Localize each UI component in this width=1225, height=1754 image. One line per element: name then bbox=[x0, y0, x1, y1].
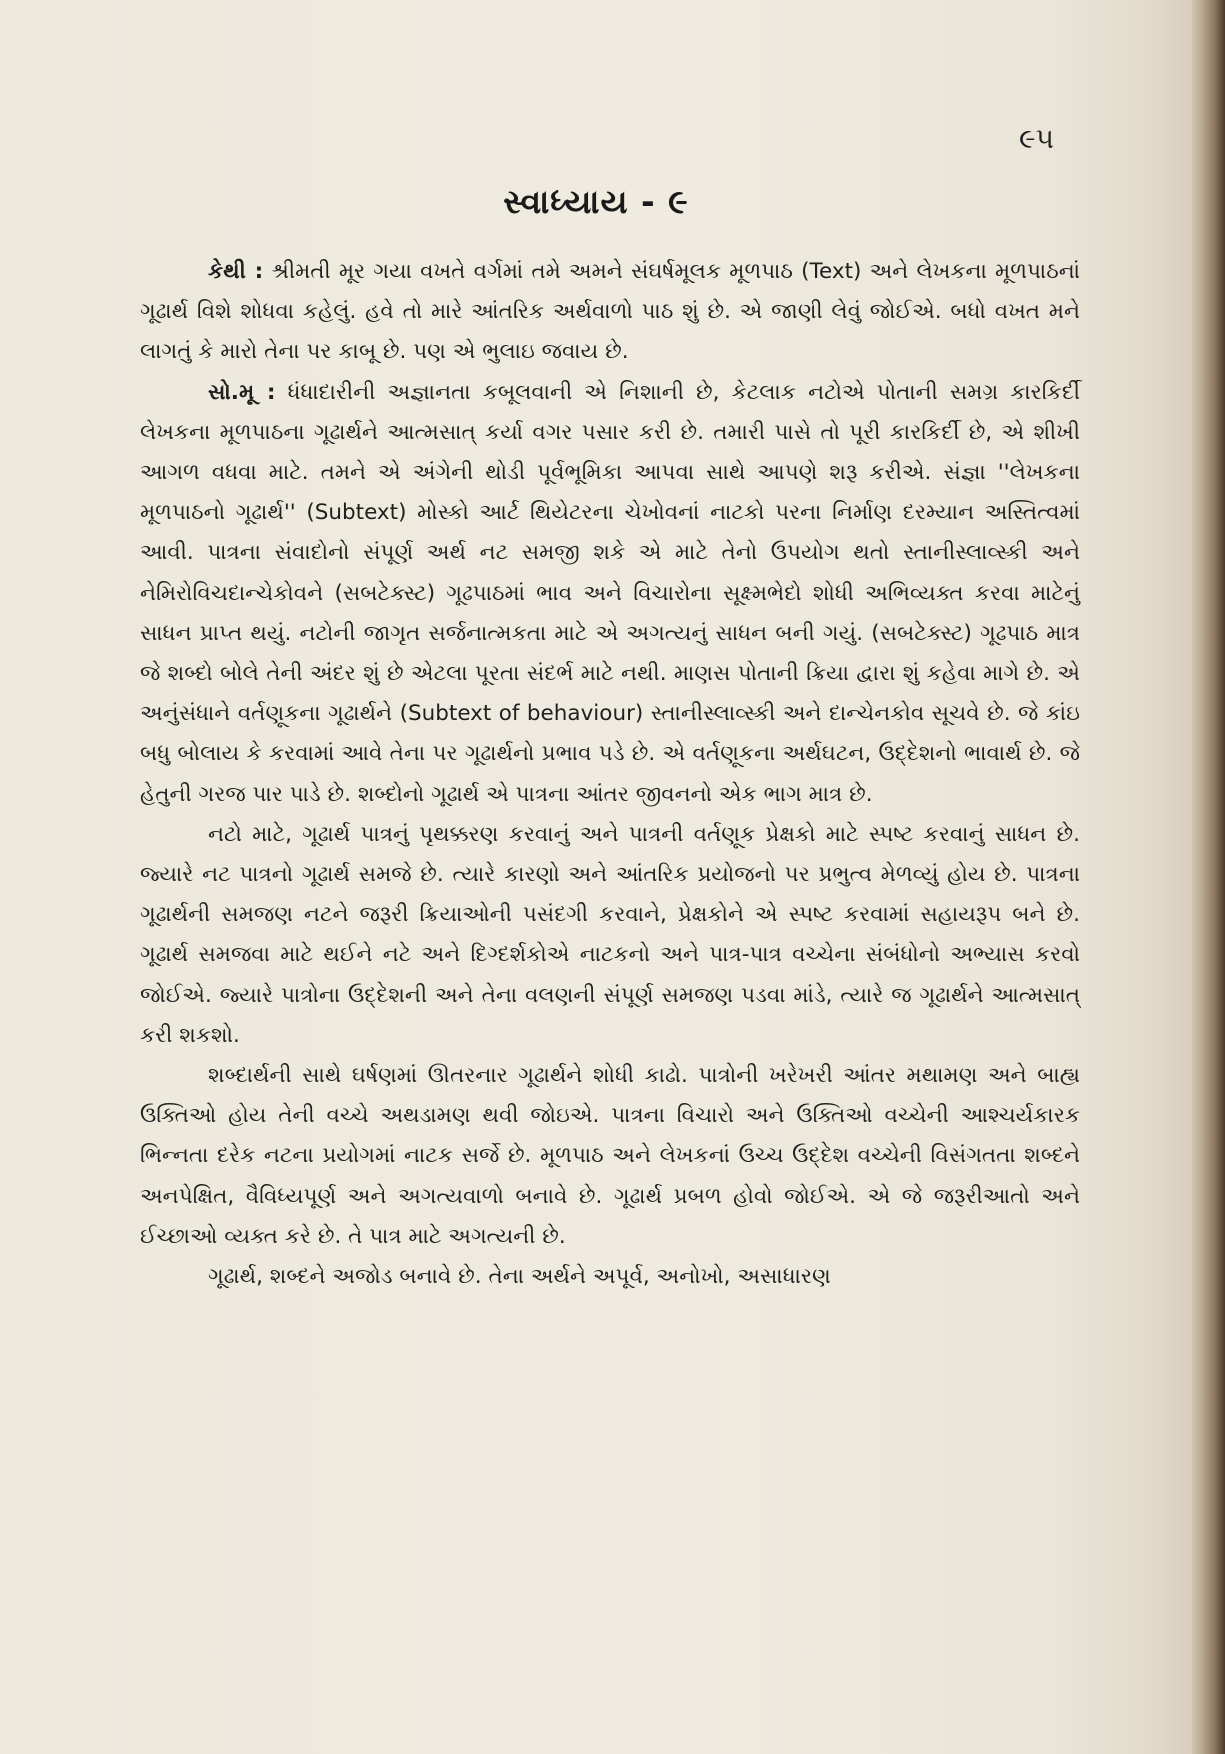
paragraph bbox=[140, 1257, 1080, 1297]
speaker-label: સો.મૂ : bbox=[208, 379, 276, 405]
paragraph-kathy bbox=[140, 252, 1080, 373]
paragraph-text: ધંધાદારીની અજ્ઞાનતા કબૂલવાની એ નિશાની છે, કેટલાક નટોએ પોતાની સમગ્ર કારકિર્દી લેખકના મૂળપાઠના ગૂઢાર્થને આત્મસાત્ કર્યા વગર પસાર કરી છે. તમારી પાસે તો પૂરી કારકિર્દી છે, એ શીખી આગળ વધવા માટે. તમને એ અંગેની થોડી પૂર્વભૂમિકા આપવા સાથે આપણે શરૂ કરીએ. સંજ્ઞા ''લેખકના મૂળપાઠનો ગૂઢાર્થ'' (Subtext) મોસ્કો આર્ટ થિયેટરના ચેખોવનાં નાટકો પરના નિર્માણ દરમ્યાન અસ્તિત્વમાં આવી. પાત્રના સંવાદોનો સંપૂર્ણ અર્થ નટ સમજી શકે એ માટે તેનો ઉપયોગ થતો સ્તાનીસ્લાવ્સ્કી અને નેમિરોવિચદાન્ચેકોવને (સબટેક્સ્ટ) ગૂઢપાઠમાં ભાવ અને વિચારોના સૂક્ષ્મભેદો શોધી અભિવ્યક્ત કરવા માટેનું સાધન પ્રાપ્ત થયું. નટોની જાગૃત સર્જનાત્મકતા માટે એ અગત્યનું સાધન બની ગયું. (સબટેક્સ્ટ) ગૂઢપાઠ માત્ર જે શબ્દો બોલે તેની અંદર શું છે એટલા પૂરતા સંદર્ભ માટે નથી. માણસ પોતાની ક્રિયા દ્વારા શું કહેવા માગે છે. એ અનુંસંધાને વર્તણૂકના ગૂઢાર્થને (Subtext of behaviour) સ્તાનીસ્લાવ્સ્કી અને દાન્ચેનકોવ સૂચવે છે. જે કાંઇ બધુ બોલાય કે કરવામાં આવે તેના પર ગૂઢાર્થનો પ્રભાવ પડે છે. એ વર્તણૂકના અર્થઘટન, ઉદ્દેશનો ભાવાર્થ છે. જે હેતુની ગરજ પાર પાડે છે. શબ્દોનો ગૂઢાર્થ એ પાત્રના આંતર જીવનનો એક ભાગ માત્ર છે. bbox=[140, 379, 1080, 807]
paragraph-sonia-moore bbox=[140, 373, 1080, 815]
book-page-edge bbox=[1192, 0, 1225, 1754]
paragraph-text: શ્રીમતી મૂર ગયા વખતે વર્ગમાં તમે અમને સંઘર્ષમૂલક મૂળપાઠ (Text) અને લેખકના મૂળપાઠનાં ગૂઢાર્થ વિશે શોધવા કહેલું. હવે તો મારે આંતરિક અર્થવાળો પાઠ શું છે. એ જાણી લેવું જોઈએ. બધો વખત મને લાગતું કે મારો તેના પર કાબૂ છે. પણ એ ભુલાઇ જવાય છે. bbox=[140, 259, 1080, 365]
page-title: સ્વાધ્યાય - ૯ bbox=[503, 182, 689, 221]
page-number: ૯૫ bbox=[1019, 122, 1054, 155]
paragraph-text: શબ્દાર્થની સાથે ઘર્ષણમાં ઊતરનાર ગૂઢાર્થને શોધી કાઢો. પાત્રોની ખરેખરી આંતર મથામણ અને બાહ્ય ઉક્તિઓ હોય તેની વચ્ચે અથડામણ થવી જોઇએ. પાત્રના વિચારો અને ઉક્તિઓ વચ્ચેની આશ્ચર્યકારક ભિન્નતા દરેક નટના પ્રયોગમાં નાટક સર્જે છે. મૂળપાઠ અને લેખકનાં ઉચ્ચ ઉદ્દેશ વચ્ચેની વિસંગતતા શબ્દને અનપેક્ષિત, વૈવિધ્યપૂર્ણ અને અગત્યવાળો બનાવે છે. ગૂઢાર્થ પ્રબળ હોવો જોઈએ. એ જે જરૂરીઆતો અને ઈચ્છાઓ વ્યક્ત કરે છે. તે પાત્ર માટે અગત્યની છે. bbox=[140, 1063, 1080, 1249]
paragraph-text: નટો માટે, ગૂઢાર્થ પાત્રનું પૃથક્કરણ કરવાનું અને પાત્રની વર્તણૂક પ્રેક્ષકો માટે સ્પષ્ટ કરવાનું સાધન છે. જ્યારે નટ પાત્રનો ગૂઢાર્થ સમજે છે. ત્યારે કારણો અને આંતરિક પ્રયોજનો પર પ્રભુત્વ મેળવ્યું હોય છે. પાત્રના ગૂઢાર્થની સમજણ નટને જરૂરી ક્રિયાઓની પસંદગી કરવાને, પ્રેક્ષકોને એ સ્પષ્ટ કરવામાં સહાયરૂપ બને છે. ગૂઢાર્થ સમજવા માટે થઈને નટે અને દિગ્દર્શકોએ નાટકનો અને પાત્ર-પાત્ર વચ્ચેના સંબંધોનો અભ્યાસ કરવો જોઈએ. જ્યારે પાત્રોના ઉદ્દેશની અને તેના વલણની સંપૂર્ણ સમજણ પડવા માંડે, ત્યારે જ ગૂઢાર્થને આત્મસાત્ કરી શકશો. bbox=[140, 821, 1080, 1048]
page-body bbox=[140, 252, 1080, 1297]
paragraph bbox=[140, 1056, 1080, 1257]
paragraph-text: ગૂઢાર્થ, શબ્દને અજોડ બનાવે છે. તેના અર્થને અપૂર્વ, અનોખો, અસાધારણ bbox=[208, 1264, 831, 1290]
speaker-label: કેથી : bbox=[208, 259, 264, 284]
paragraph bbox=[140, 815, 1080, 1056]
